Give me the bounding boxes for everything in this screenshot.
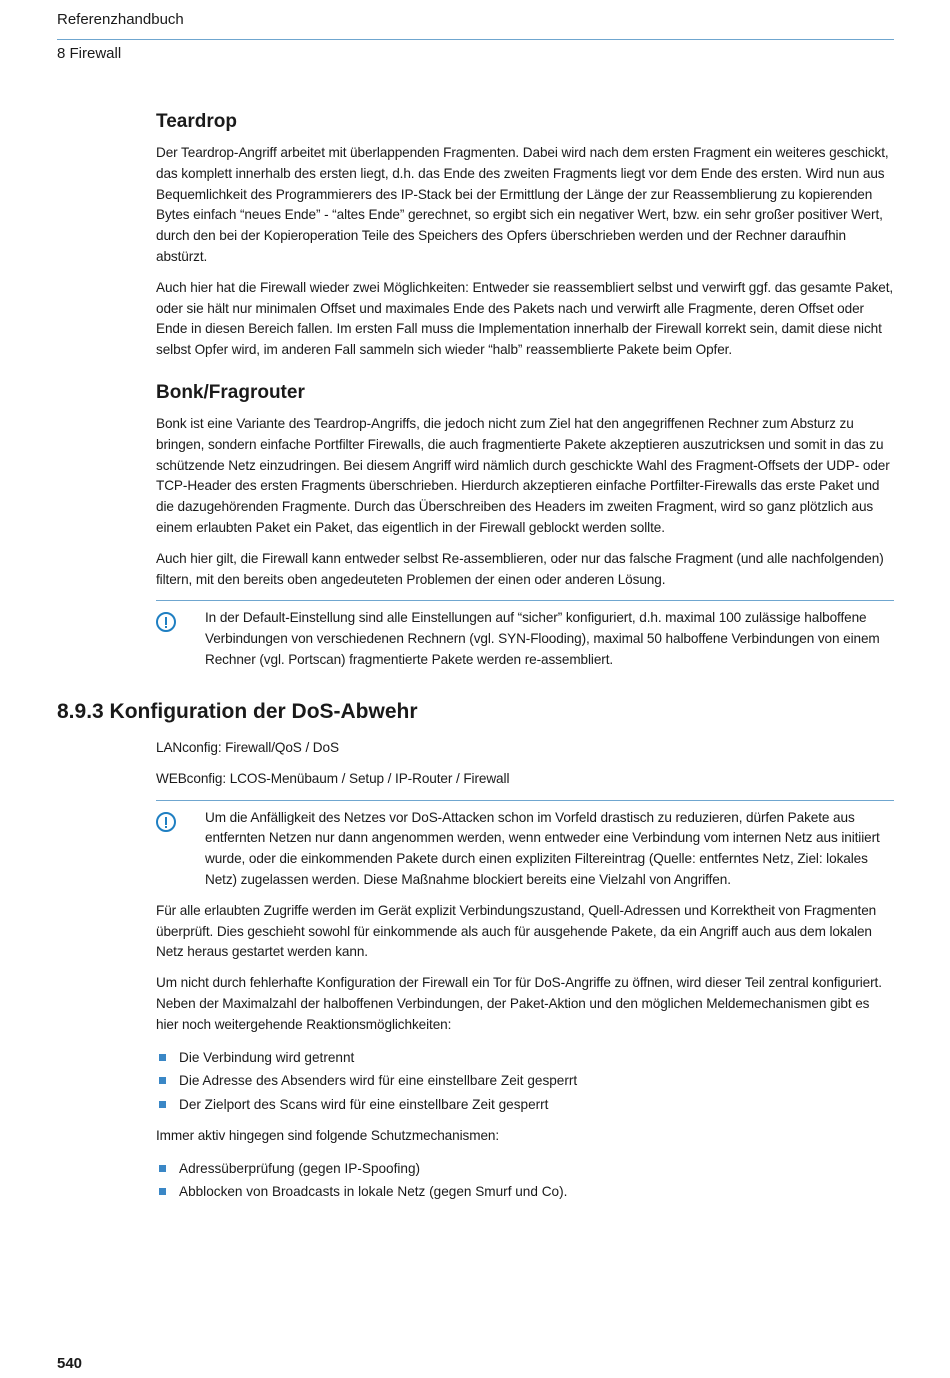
- header-divider: [57, 39, 894, 40]
- content-upper: [156, 110, 894, 681]
- list-item: Abblocken von Broadcasts in lokale Netz (gegen Smurf und Co).: [156, 1180, 894, 1204]
- dos-paragraph-3: Immer aktiv hingegen sind folgende Schutzmechanismen:: [156, 1128, 500, 1144]
- bonk-paragraph-2: Auch hier gilt, die Firewall kann entweder selbst Re-assemblieren, oder nur das falsche Fragment (und alle nachfolgenden) filtern, mit den bereits oben angedeuteten Problemen der einen oder anderen Lösung.: [156, 550, 884, 587]
- exclamation-circle-icon: [156, 612, 176, 632]
- dos-paragraph-1: Für alle erlaubten Zugriffe werden im Gerät explizit Verbindungszustand, Quell-Adressen und Korrektheit von Fragmenten überprüft. Dies geschieht sowohl für einkommende als auch für ausgehende Pakete, da ein Angriff auch aus dem lokalen Netz heraus gestartet werden kann.: [156, 902, 877, 960]
- running-header-chapter: 8 Firewall: [57, 45, 122, 62]
- teardrop-paragraph-2: Auch hier hat die Firewall wieder zwei Möglichkeiten: Entweder sie reassembliert selbst und verwirft ggf. das gesamte Paket, oder sie hält nur minimalen Offset und maximales Ende des Pakets nach und verwirft alle Fragmente, deren Offset oder Ende in diesen Bereich fallen. Im ersten Fall muss die Implementation innerhalb der Firewall korrekt sein, damit diese nicht selbst Opfer wird, im anderen Fall sammeln sich wieder “halb” reassemblierte Pakete beim Opfer.: [156, 279, 894, 358]
- section-heading-dos-config: 8.9.3 Konfiguration der DoS-Abwehr: [57, 700, 418, 723]
- running-header-title: Referenzhandbuch: [57, 11, 184, 28]
- note-default-settings: [156, 600, 894, 670]
- teardrop-paragraph-1: Der Teardrop-Angriff arbeitet mit überlappenden Fragmenten. Dabei wird nach dem ersten Fragment ein weiteres geschickt, das komplett innerhalb des ersten liegt, d.h. das Ende des zweiten Fragments liegt vor dem Ende des ersten. Wird nun aus Bequemlichkeit des Programmierers des IP-Stack bei der Ermittlung der Länge der zur Reassemblierung zu kopierenden Bytes einfach “neues Ende” - “altes Ende” gerechnet, so ergibt sich ein negativer Wert, bzw. ein sehr großer positiver Wert, durch den bei der Kopieroperation Teile des Speichers des Opfers überschrieben werden und der Rechner daraufhin abstürzt.: [156, 145, 889, 264]
- reaction-options-list: [156, 1046, 894, 1117]
- webconfig-path: WEBconfig: LCOS-Menübaum / Setup / IP-Router / Firewall: [156, 770, 510, 786]
- content-lower: [156, 738, 894, 1214]
- dos-paragraph-2: Um nicht durch fehlerhafte Konfiguration der Firewall ein Tor für DoS-Angriffe zu öffnen, wird dieser Teil zentral konfiguriert. Neben der Maximalzahl der halboffenen Verbindungen, der Paket-Aktion und den möglichen Meldemechanismen gibt es hier noch weitergehende Reaktionsmöglichkeiten:: [156, 975, 882, 1032]
- list-item: Die Adresse des Absenders wird für eine einstellbare Zeit gesperrt: [156, 1069, 894, 1093]
- lanconfig-path: LANconfig: Firewall/QoS / DoS: [156, 740, 339, 755]
- page-number: 540: [57, 1355, 83, 1372]
- bonk-paragraph-1: Bonk ist eine Variante des Teardrop-Angriffs, die jedoch nicht zum Ziel hat den angegriffenen Rechner zum Absturz zu bringen, sondern einfache Portfilter Firewalls, die auch fragmentierte Pakete akzeptieren auszutricksen und somit in das zu schützende Netz einzudringen. Bei diesem Angriff wird nämlich durch geschickte Wahl des Fragment-Offsets der UDP- oder TCP-Header des ersten Fragments überschrieben. Hierdurch akzeptieren einfache Portfilter-Firewalls das erste Paket und die dazugehörenden Fragmente. Durch das Überschreiben des Headers im zweiten Fragment, wird so ganz plötzlich aus einem erlaubten Paket ein Paket, das eigentlich in der Firewall geblockt werden sollte.: [156, 415, 890, 535]
- exclamation-circle-icon: [156, 812, 176, 832]
- note-dos-prevention-text: Um die Anfälligkeit des Netzes vor DoS-Attacken schon im Vorfeld drastisch zu reduzieren, dürfen Pakete aus entfernten Netzen nur dann angenommen werden, wenn entweder eine Verbindung vom internen Netz aus initiiert wurde, oder die einkommenden Pakete durch einen expliziten Filtereintrag (Quelle: entferntes Netz, Ziel: lokales Netz) zugelassen werden. Diese Maßnahme blockiert bereits eine Vielzahl von Angriffen.: [205, 809, 880, 887]
- protection-mechanisms-list: [156, 1157, 894, 1204]
- heading-teardrop: Teardrop: [156, 111, 237, 132]
- list-item: Adressüberprüfung (gegen IP-Spoofing): [156, 1157, 894, 1181]
- list-item: Der Zielport des Scans wird für eine einstellbare Zeit gesperrt: [156, 1093, 894, 1117]
- note-default-settings-text: In der Default-Einstellung sind alle Einstellungen auf “sicher” konfiguriert, d.h. maximal 100 zulässige halboffene Verbindungen von verschiedenen Rechnern (vgl. SYN-Flooding), maximal 50 halboffene Verbindungen von einem Rechner (vgl. Portscan) fragmentierte Pakete werden re-assembliert.: [205, 610, 880, 667]
- list-item: Die Verbindung wird getrennt: [156, 1046, 894, 1070]
- note-dos-prevention: [156, 800, 894, 891]
- heading-bonk-fragrouter: Bonk/Fragrouter: [156, 381, 305, 403]
